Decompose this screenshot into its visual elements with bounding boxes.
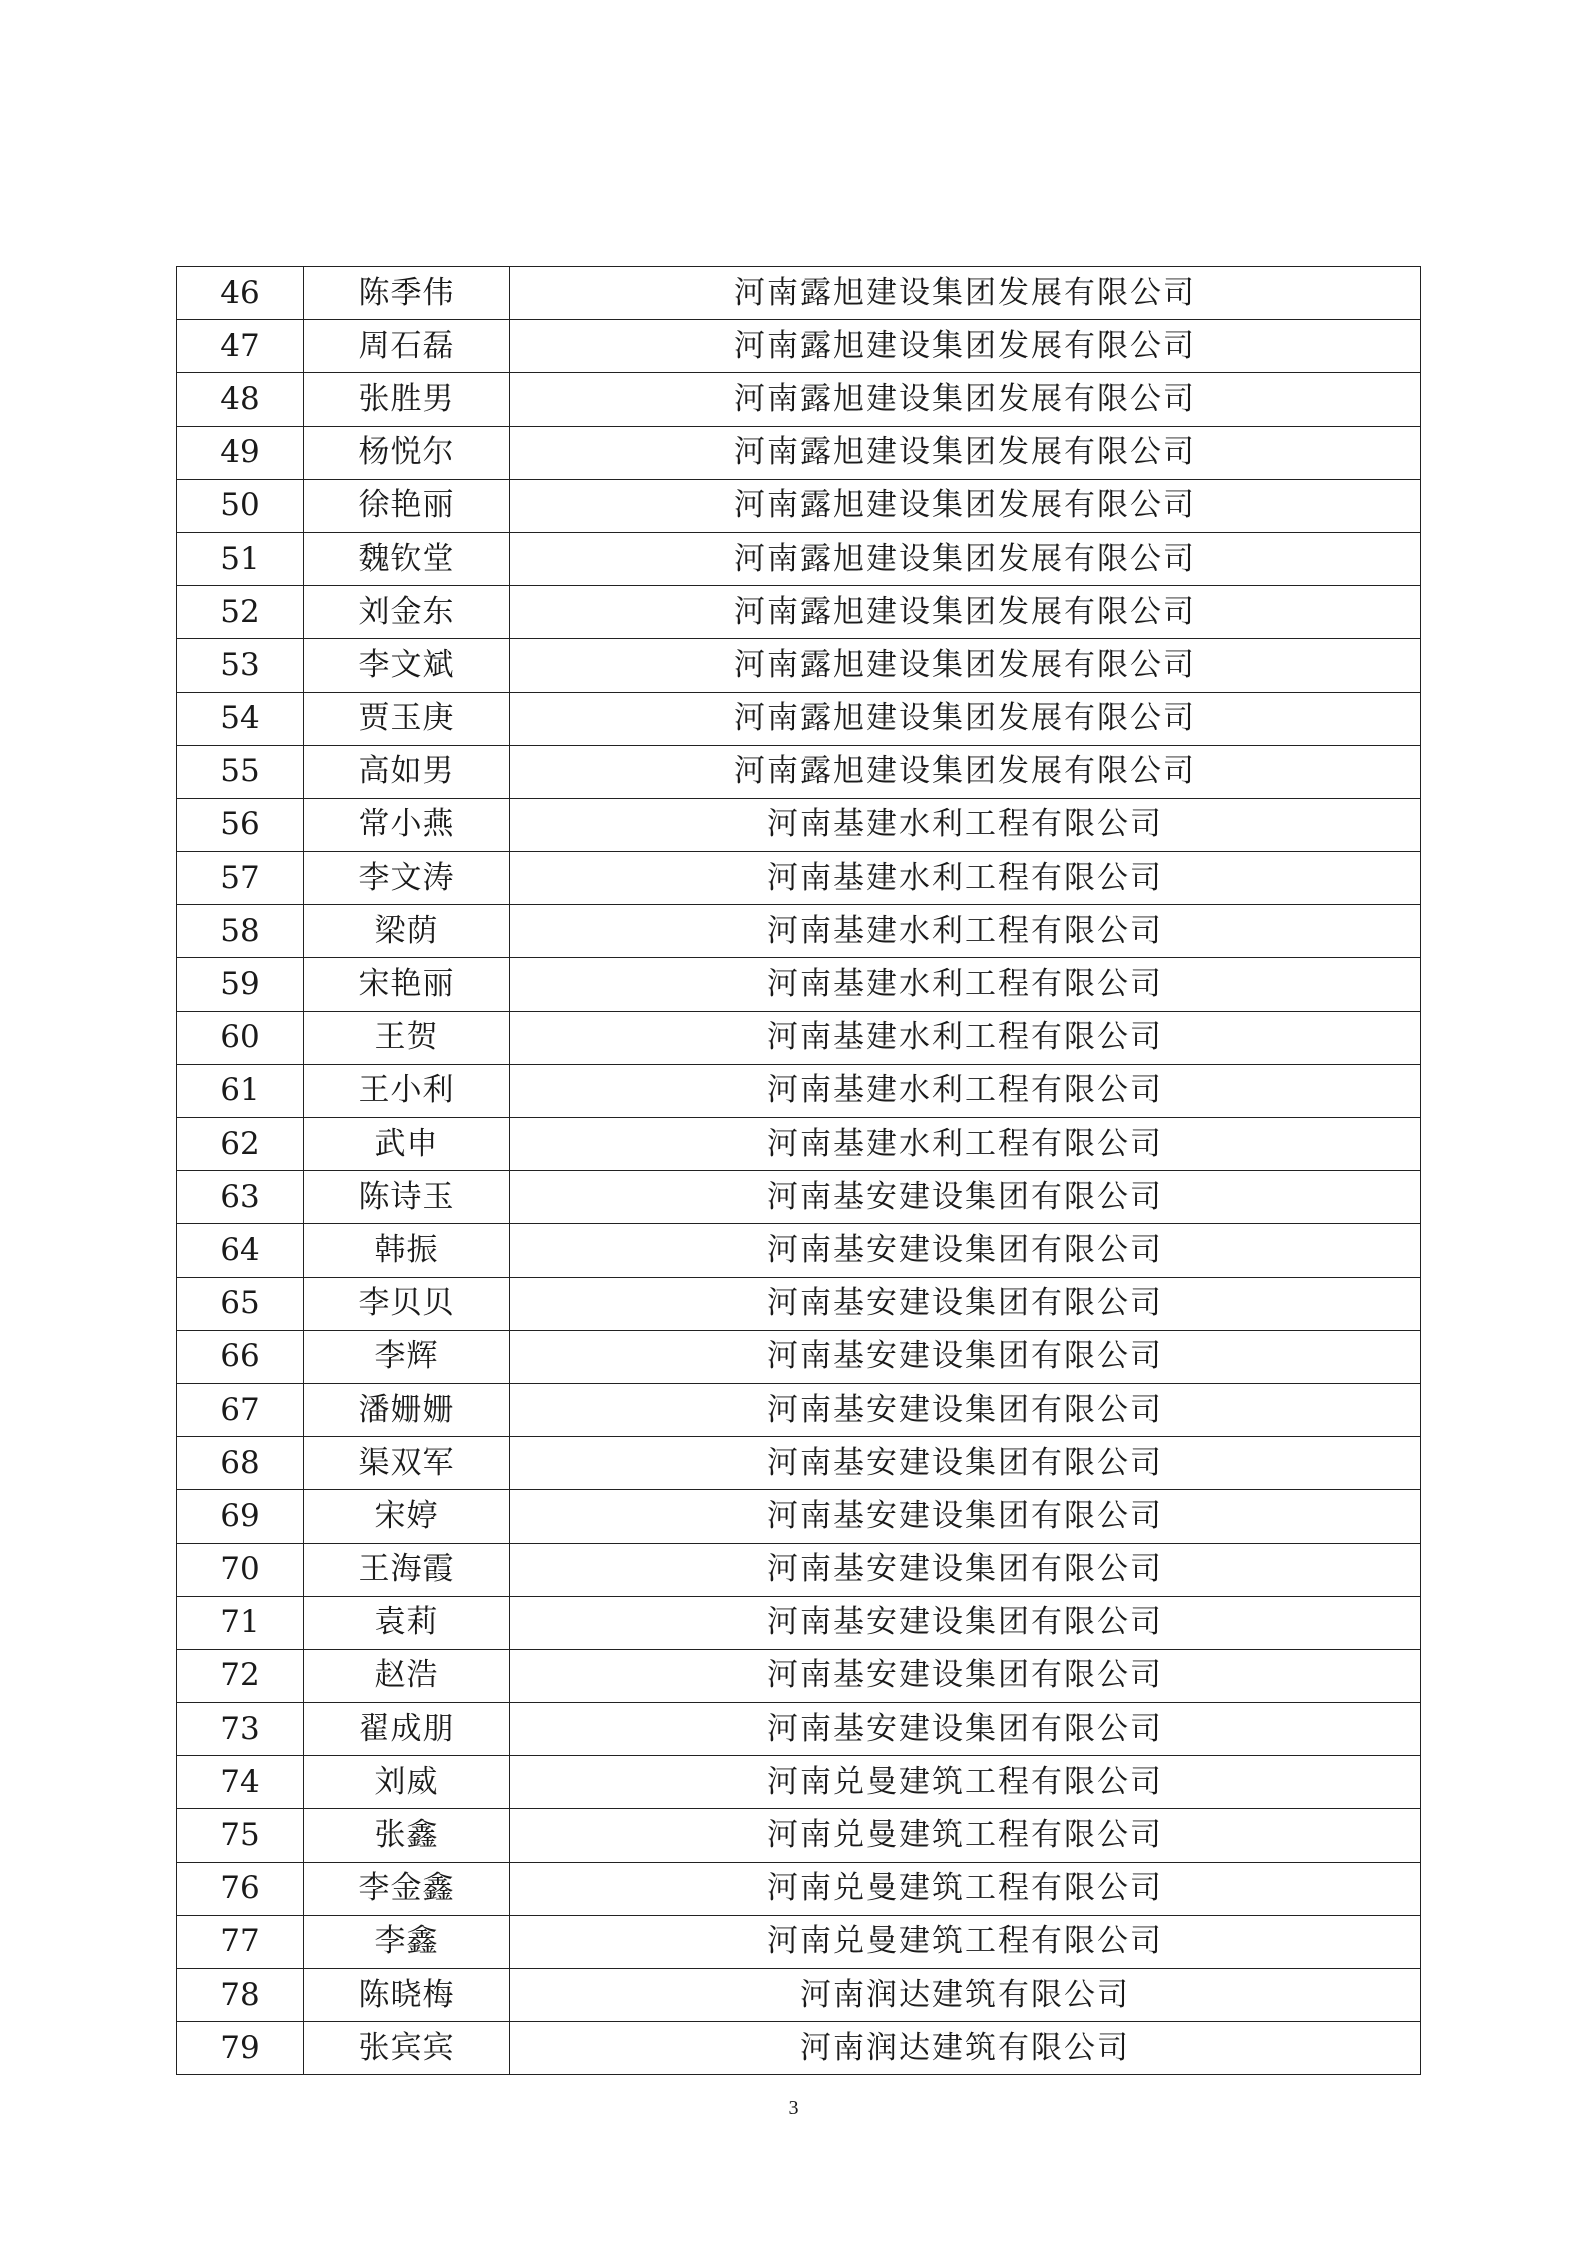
table-row: [177, 1064, 1421, 1117]
row-number-cell: 63: [177, 1171, 304, 1224]
company-name-cell: 河南基安建设集团有限公司: [510, 1224, 1421, 1277]
company-name-cell: 河南基建水利工程有限公司: [510, 1011, 1421, 1064]
person-name-cell: 潘姗姗: [304, 1383, 510, 1436]
person-name-cell: 张鑫: [304, 1809, 510, 1862]
person-name-cell: 韩振: [304, 1224, 510, 1277]
company-name-cell: 河南兑曼建筑工程有限公司: [510, 1756, 1421, 1809]
company-name-cell: 河南露旭建设集团发展有限公司: [510, 320, 1421, 373]
person-name-cell: 刘金东: [304, 586, 510, 639]
company-name-cell: 河南兑曼建筑工程有限公司: [510, 1809, 1421, 1862]
table-row: [177, 1915, 1421, 1968]
table-row: [177, 479, 1421, 532]
company-name-cell: 河南基建水利工程有限公司: [510, 798, 1421, 851]
person-name-cell: 王贺: [304, 1011, 510, 1064]
table-row: [177, 692, 1421, 745]
table-row: [177, 798, 1421, 851]
table-row: [177, 2022, 1421, 2075]
company-name-cell: 河南露旭建设集团发展有限公司: [510, 373, 1421, 426]
table-row: [177, 1383, 1421, 1436]
person-name-cell: 李鑫: [304, 1915, 510, 1968]
company-name-cell: 河南基安建设集团有限公司: [510, 1171, 1421, 1224]
company-name-cell: 河南基安建设集团有限公司: [510, 1649, 1421, 1702]
row-number-cell: 70: [177, 1543, 304, 1596]
table-row: [177, 1171, 1421, 1224]
person-name-cell: 张宾宾: [304, 2022, 510, 2075]
company-name-cell: 河南润达建筑有限公司: [510, 2022, 1421, 2075]
row-number-cell: 76: [177, 1862, 304, 1915]
row-number-cell: 53: [177, 639, 304, 692]
person-name-cell: 徐艳丽: [304, 479, 510, 532]
table-row: [177, 1011, 1421, 1064]
row-number-cell: 73: [177, 1703, 304, 1756]
row-number-cell: 48: [177, 373, 304, 426]
table-row: [177, 1118, 1421, 1171]
person-name-cell: 李贝贝: [304, 1277, 510, 1330]
table-row: [177, 1437, 1421, 1490]
table-row: [177, 1862, 1421, 1915]
table-row: [177, 1330, 1421, 1383]
person-name-cell: 陈诗玉: [304, 1171, 510, 1224]
table-row: [177, 1649, 1421, 1702]
table-row: [177, 373, 1421, 426]
table-row: [177, 1543, 1421, 1596]
company-name-cell: 河南露旭建设集团发展有限公司: [510, 479, 1421, 532]
person-name-cell: 武申: [304, 1118, 510, 1171]
row-number-cell: 46: [177, 267, 304, 320]
row-number-cell: 56: [177, 798, 304, 851]
row-number-cell: 67: [177, 1383, 304, 1436]
company-name-cell: 河南基安建设集团有限公司: [510, 1543, 1421, 1596]
company-name-cell: 河南基建水利工程有限公司: [510, 1064, 1421, 1117]
company-name-cell: 河南露旭建设集团发展有限公司: [510, 639, 1421, 692]
row-number-cell: 69: [177, 1490, 304, 1543]
page-number: 3: [788, 2097, 799, 2119]
person-name-cell: 袁莉: [304, 1596, 510, 1649]
person-name-cell: 高如男: [304, 745, 510, 798]
person-name-cell: 宋婷: [304, 1490, 510, 1543]
company-name-cell: 河南露旭建设集团发展有限公司: [510, 532, 1421, 585]
row-number-cell: 65: [177, 1277, 304, 1330]
table-row: [177, 958, 1421, 1011]
person-name-cell: 魏钦堂: [304, 532, 510, 585]
roster-table: [176, 266, 1421, 2075]
row-number-cell: 77: [177, 1915, 304, 1968]
company-name-cell: 河南露旭建设集团发展有限公司: [510, 745, 1421, 798]
row-number-cell: 60: [177, 1011, 304, 1064]
row-number-cell: 71: [177, 1596, 304, 1649]
table-row: [177, 1490, 1421, 1543]
company-name-cell: 河南基安建设集团有限公司: [510, 1596, 1421, 1649]
table-row: [177, 1969, 1421, 2022]
person-name-cell: 刘威: [304, 1756, 510, 1809]
table-row: [177, 639, 1421, 692]
row-number-cell: 57: [177, 852, 304, 905]
table-row: [177, 320, 1421, 373]
person-name-cell: 贾玉庚: [304, 692, 510, 745]
row-number-cell: 72: [177, 1649, 304, 1702]
row-number-cell: 55: [177, 745, 304, 798]
row-number-cell: 49: [177, 426, 304, 479]
company-name-cell: 河南兑曼建筑工程有限公司: [510, 1862, 1421, 1915]
table-row: [177, 586, 1421, 639]
row-number-cell: 75: [177, 1809, 304, 1862]
person-name-cell: 渠双军: [304, 1437, 510, 1490]
person-name-cell: 常小燕: [304, 798, 510, 851]
person-name-cell: 李文斌: [304, 639, 510, 692]
row-number-cell: 47: [177, 320, 304, 373]
company-name-cell: 河南基安建设集团有限公司: [510, 1437, 1421, 1490]
person-name-cell: 陈季伟: [304, 267, 510, 320]
company-name-cell: 河南基建水利工程有限公司: [510, 1118, 1421, 1171]
row-number-cell: 52: [177, 586, 304, 639]
person-name-cell: 王海霞: [304, 1543, 510, 1596]
row-number-cell: 62: [177, 1118, 304, 1171]
person-name-cell: 杨悦尔: [304, 426, 510, 479]
person-name-cell: 赵浩: [304, 1649, 510, 1702]
person-name-cell: 李金鑫: [304, 1862, 510, 1915]
row-number-cell: 61: [177, 1064, 304, 1117]
table-row: [177, 1809, 1421, 1862]
table-row: [177, 1224, 1421, 1277]
company-name-cell: 河南基安建设集团有限公司: [510, 1277, 1421, 1330]
row-number-cell: 68: [177, 1437, 304, 1490]
table-row: [177, 1277, 1421, 1330]
person-name-cell: 翟成朋: [304, 1703, 510, 1756]
company-name-cell: 河南润达建筑有限公司: [510, 1969, 1421, 2022]
table-row: [177, 532, 1421, 585]
row-number-cell: 79: [177, 2022, 304, 2075]
person-name-cell: 陈晓梅: [304, 1969, 510, 2022]
table-row: [177, 905, 1421, 958]
row-number-cell: 66: [177, 1330, 304, 1383]
company-name-cell: 河南基安建设集团有限公司: [510, 1703, 1421, 1756]
company-name-cell: 河南露旭建设集团发展有限公司: [510, 692, 1421, 745]
row-number-cell: 64: [177, 1224, 304, 1277]
table-row: [177, 852, 1421, 905]
table-row: [177, 267, 1421, 320]
table-row: [177, 1596, 1421, 1649]
roster-table-body: [177, 267, 1421, 2075]
person-name-cell: 张胜男: [304, 373, 510, 426]
company-name-cell: 河南兑曼建筑工程有限公司: [510, 1915, 1421, 1968]
row-number-cell: 74: [177, 1756, 304, 1809]
person-name-cell: 王小利: [304, 1064, 510, 1117]
company-name-cell: 河南基建水利工程有限公司: [510, 958, 1421, 1011]
table-row: [177, 426, 1421, 479]
person-name-cell: 李辉: [304, 1330, 510, 1383]
row-number-cell: 54: [177, 692, 304, 745]
row-number-cell: 78: [177, 1969, 304, 2022]
company-name-cell: 河南露旭建设集团发展有限公司: [510, 426, 1421, 479]
person-name-cell: 李文涛: [304, 852, 510, 905]
row-number-cell: 58: [177, 905, 304, 958]
table-row: [177, 745, 1421, 798]
company-name-cell: 河南基建水利工程有限公司: [510, 852, 1421, 905]
table-row: [177, 1756, 1421, 1809]
company-name-cell: 河南基安建设集团有限公司: [510, 1490, 1421, 1543]
company-name-cell: 河南基建水利工程有限公司: [510, 905, 1421, 958]
company-name-cell: 河南露旭建设集团发展有限公司: [510, 586, 1421, 639]
row-number-cell: 50: [177, 479, 304, 532]
company-name-cell: 河南基安建设集团有限公司: [510, 1383, 1421, 1436]
row-number-cell: 59: [177, 958, 304, 1011]
person-name-cell: 宋艳丽: [304, 958, 510, 1011]
row-number-cell: 51: [177, 532, 304, 585]
company-name-cell: 河南基安建设集团有限公司: [510, 1330, 1421, 1383]
company-name-cell: 河南露旭建设集团发展有限公司: [510, 267, 1421, 320]
person-name-cell: 周石磊: [304, 320, 510, 373]
person-name-cell: 梁荫: [304, 905, 510, 958]
table-row: [177, 1703, 1421, 1756]
